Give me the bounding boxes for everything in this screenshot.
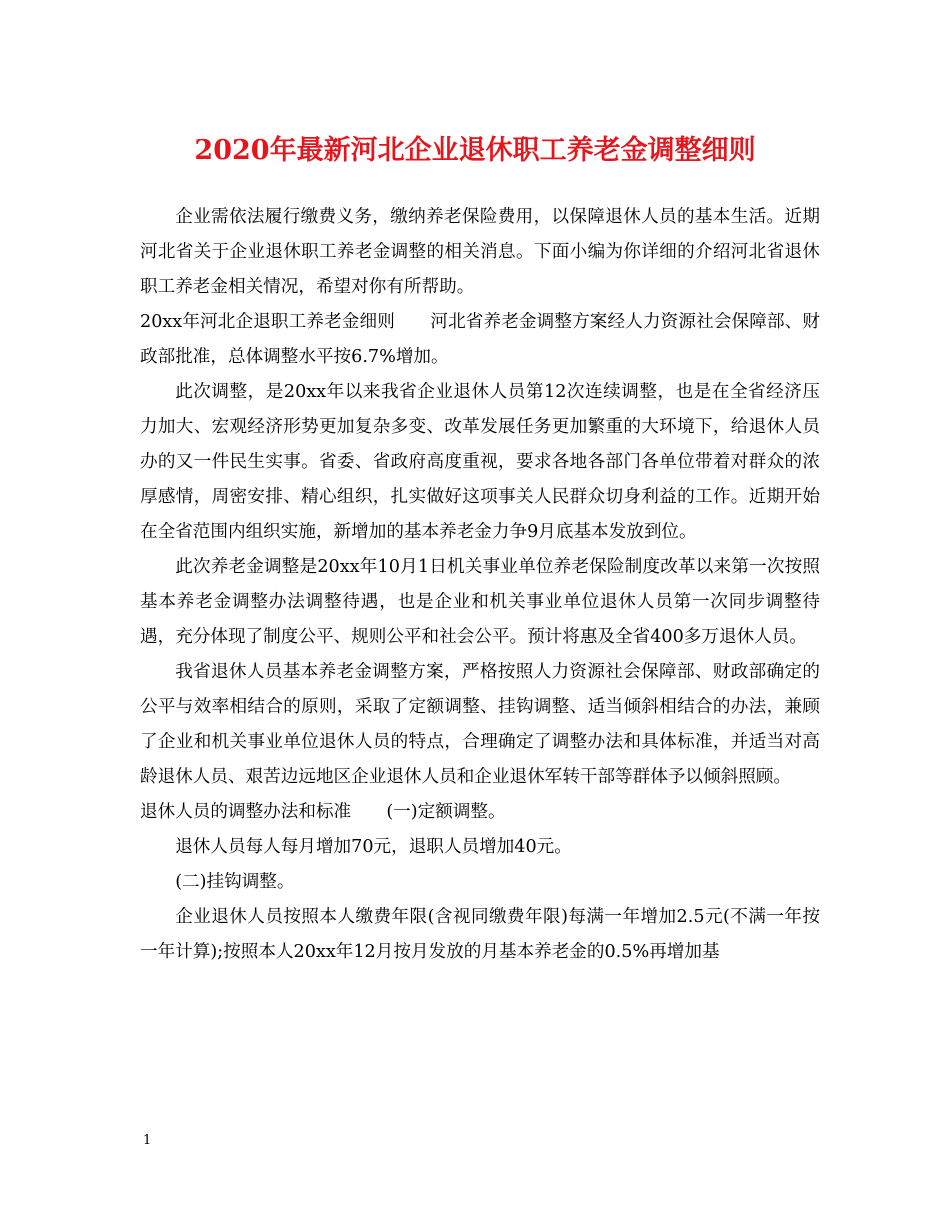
document-body bbox=[140, 200, 820, 970]
paragraph-fixed-amount: 退休人员每人每月增加70元，退职人员增加40元。 bbox=[175, 837, 572, 857]
paragraph-adjustment: 此次调整，是20xx年以来我省企业退休人员第12次连续调整，也是在全省经济压力加大、宏观经济形势更加复杂多变、改革发展任务更加繁重的大环境下，给退休人员办的又一件民生实事。省委、省政府高度重视，要求各地各部门各单位带着对群众的浓厚感情，周密安排、精心组织，扎实做好这项事关人民群众切身利益的工作。近期开始在全省范围内组织实施，新增加的基本养老金力争9月底基本发放到位。 bbox=[140, 382, 820, 542]
paragraph-reform: 此次养老金调整是20xx年10月1日机关事业单位养老保险制度改革以来第一次按照基本养老金调整办法调整待遇，也是企业和机关事业单位退休人员第一次同步调整待遇，充分体现了制度公平、规则公平和社会公平。预计将惠及全省400多万退休人员。 bbox=[140, 557, 820, 647]
paragraph-linked-detail: 企业退休人员按照本人缴费年限(含视同缴费年限)每满一年增加2.5元(不满一年按一年计算);按照本人20xx年12月按月发放的月基本养老金的0.5%再增加基 bbox=[140, 907, 820, 962]
document-title: 2020年最新河北企业退休职工养老金调整细则 bbox=[194, 135, 756, 166]
paragraph-method-heading: 退休人员的调整办法和标准 (一)定额调整。 bbox=[140, 802, 506, 822]
paragraph-intro: 企业需依法履行缴费义务，缴纳养老保险费用，以保障退休人员的基本生活。近期河北省关于企业退休职工养老金调整的相关消息。下面小编为你详细的介绍河北省退休职工养老金相关情况，希望对你有所帮助。 bbox=[140, 207, 820, 297]
paragraph-plan: 我省退休人员基本养老金调整方案，严格按照人力资源社会保障部、财政部确定的公平与效率相结合的原则，采取了定额调整、挂钩调整、适当倾斜相结合的办法，兼顾了企业和机关事业单位退休人员的特点，合理确定了调整办法和具体标准，并适当对高龄退休人员、艰苦边远地区企业退休人员和企业退休军转干部等群体予以倾斜照顾。 bbox=[140, 662, 820, 787]
page-number: 1 bbox=[143, 1133, 152, 1148]
paragraph-linked-heading: (二)挂钩调整。 bbox=[175, 872, 295, 892]
paragraph-overview: 20xx年河北企退职工养老金细则 河北省养老金调整方案经人力资源社会保障部、财政部批准，总体调整水平按6.7%增加。 bbox=[140, 312, 820, 367]
